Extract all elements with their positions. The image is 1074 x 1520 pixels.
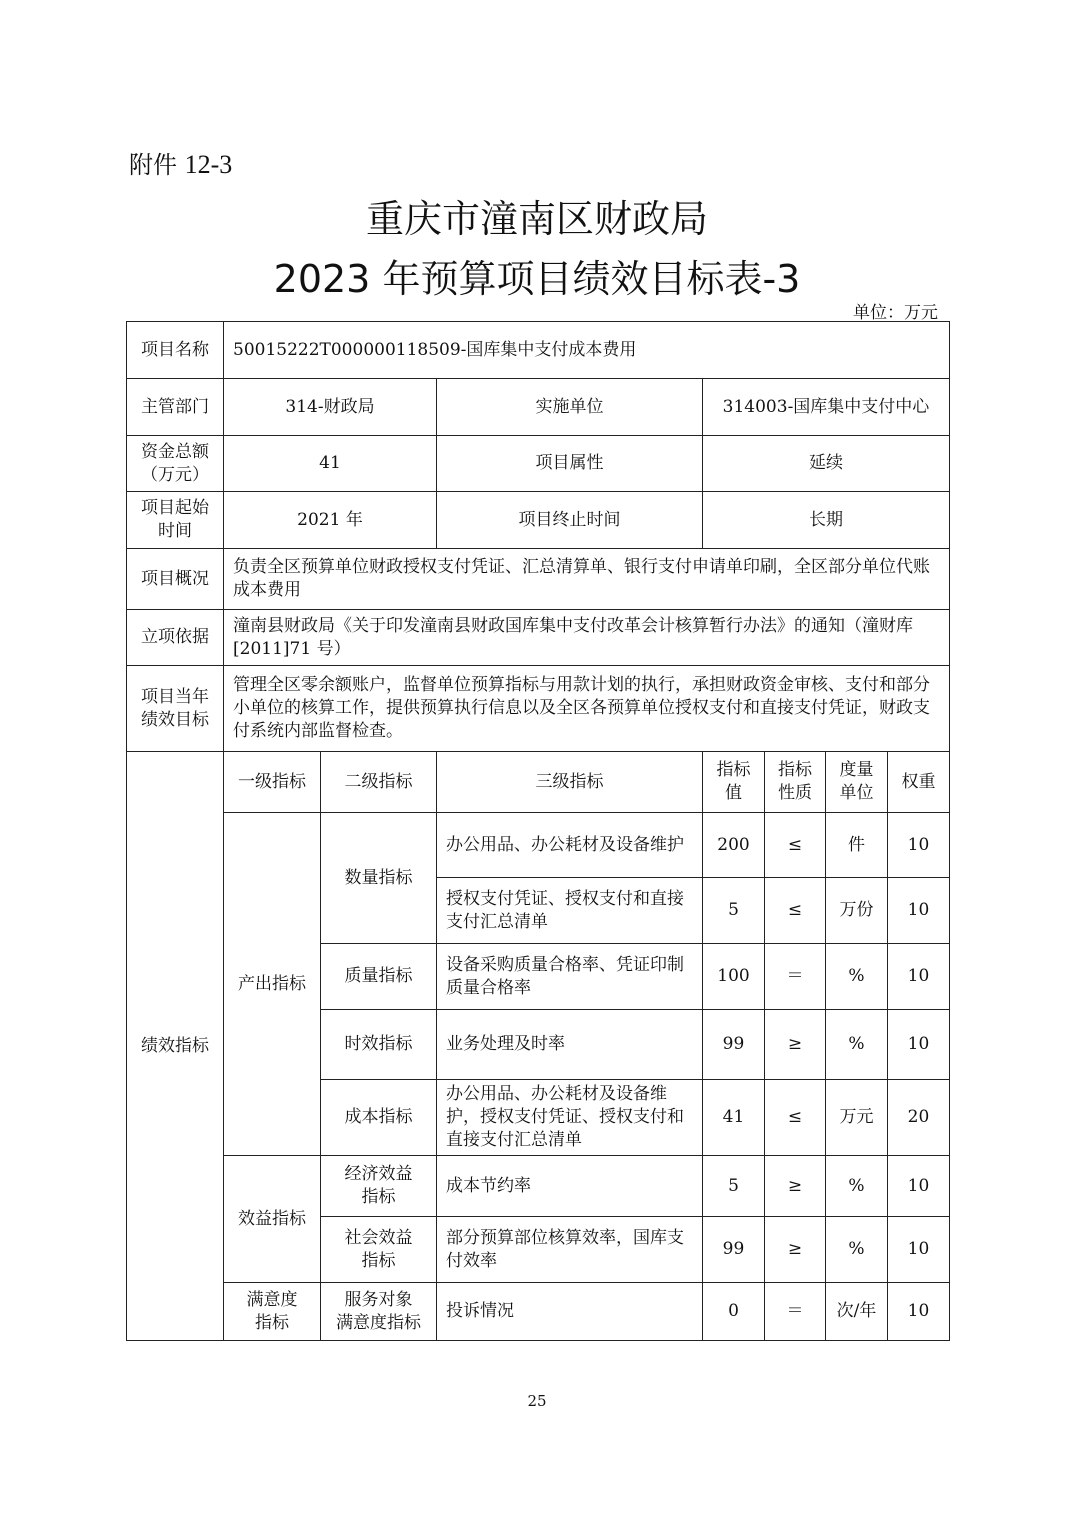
indicator-unit: % <box>826 1156 888 1217</box>
project-name-label: 项目名称 <box>127 322 224 379</box>
indicators-section-label: 绩效指标 <box>127 752 224 1341</box>
project-name-value: 50015222T000000118509-国库集中支付成本费用 <box>224 322 950 379</box>
subgroup-timeliness: 时效指标 <box>321 1010 437 1080</box>
indicator-name: 部分预算部位核算效率，国库支付效率 <box>437 1217 703 1283</box>
indicator-nature: ＝ <box>765 944 826 1010</box>
indicator-name: 投诉情况 <box>437 1283 703 1341</box>
performance-target-table <box>126 321 949 1341</box>
attachment-label-text: 附件 <box>129 151 177 179</box>
subgroup-economic <box>321 1156 437 1217</box>
indicator-name: 成本节约率 <box>437 1156 703 1217</box>
indicator-unit: 万份 <box>826 878 888 944</box>
goal-value: 管理全区零余额账户，监督单位预算指标与用款计划的执行，承担财政资金审核、支付和部分小单位的核算工作，提供预算执行信息以及全区各预算单位授权支付和直接支付凭证，财政支付系统内部监督检查。 <box>224 666 950 752</box>
header-nature-line1: 指标 <box>778 760 812 780</box>
header-nature <box>765 752 826 813</box>
indicator-nature: ≥ <box>765 1010 826 1080</box>
header-unit-line1: 度量 <box>839 760 874 780</box>
subgroup-social-line1: 社会效益 <box>344 1227 413 1248</box>
subgroup-economic-line2: 指标 <box>361 1187 396 1207</box>
group-benefit: 效益指标 <box>224 1156 321 1283</box>
indicator-name: 办公用品、办公耗材及设备维护，授权支付凭证、授权支付和直接支付汇总清单 <box>437 1080 703 1156</box>
indicator-unit: % <box>826 1010 888 1080</box>
subgroup-quantity: 数量指标 <box>321 813 437 944</box>
group-output: 产出指标 <box>224 813 321 1156</box>
indicator-unit: 万元 <box>826 1080 888 1156</box>
subgroup-service <box>321 1283 437 1341</box>
overview-label: 项目概况 <box>127 549 224 610</box>
subgroup-social <box>321 1217 437 1283</box>
indicator-weight: 10 <box>888 1283 950 1341</box>
indicator-nature: ≤ <box>765 1080 826 1156</box>
amount-value: 41 <box>224 436 437 492</box>
goal-label <box>127 666 224 752</box>
dept-value: 314-财政局 <box>224 379 437 436</box>
indicator-value: 100 <box>703 944 765 1010</box>
indicator-name: 授权支付凭证、授权支付和直接支付汇总清单 <box>437 878 703 944</box>
indicator-value: 200 <box>703 813 765 878</box>
amount-label <box>127 436 224 492</box>
subgroup-social-line2: 指标 <box>361 1250 396 1271</box>
indicator-weight: 10 <box>888 944 950 1010</box>
subgroup-service-line1: 服务对象 <box>344 1289 413 1310</box>
impl-label: 实施单位 <box>437 379 703 436</box>
header-value <box>703 752 765 813</box>
indicator-weight: 10 <box>888 1010 950 1080</box>
indicator-nature: ≥ <box>765 1156 826 1217</box>
indicator-value: 99 <box>703 1217 765 1283</box>
subgroup-service-line2: 满意度指标 <box>336 1312 421 1333</box>
indicator-nature: ≤ <box>765 813 826 878</box>
header-nature-line2: 性质 <box>778 783 812 803</box>
indicator-weight: 10 <box>888 1217 950 1283</box>
attr-value: 延续 <box>703 436 950 492</box>
indicator-value: 0 <box>703 1283 765 1341</box>
header-value-line1: 指标 <box>716 760 751 780</box>
basis-label: 立项依据 <box>127 610 224 666</box>
indicator-weight: 10 <box>888 878 950 944</box>
header-unit-line2: 单位 <box>839 783 874 803</box>
basis-value: 潼南县财政局《关于印发潼南县财政国库集中支付改革会计核算暂行办法》的通知（潼财库[2011]71 号） <box>224 610 950 666</box>
indicator-unit: 件 <box>826 813 888 878</box>
dept-label: 主管部门 <box>127 379 224 436</box>
indicator-weight: 10 <box>888 813 950 878</box>
indicator-unit: % <box>826 1217 888 1283</box>
end-label: 项目终止时间 <box>437 492 703 549</box>
indicator-value: 99 <box>703 1010 765 1080</box>
goal-label-line1: 项目当年 <box>141 686 209 707</box>
indicator-name: 办公用品、办公耗材及设备维护 <box>437 813 703 878</box>
overview-value: 负责全区预算单位财政授权支付凭证、汇总清算单、银行支付申请单印刷，全区部分单位代账成本费用 <box>224 549 950 610</box>
start-label-line1: 项目起始 <box>141 498 209 518</box>
indicator-unit: % <box>826 944 888 1010</box>
page-number: 25 <box>527 1392 547 1410</box>
indicator-weight: 20 <box>888 1080 950 1156</box>
subgroup-economic-line1: 经济效益 <box>344 1164 413 1184</box>
group-satisfaction-line2: 指标 <box>255 1312 289 1333</box>
header-level1: 一级指标 <box>224 752 321 813</box>
group-satisfaction <box>224 1283 321 1341</box>
header-value-line2: 值 <box>725 783 742 803</box>
indicator-value: 5 <box>703 878 765 944</box>
indicator-weight: 10 <box>888 1156 950 1217</box>
end-value: 长期 <box>703 492 950 549</box>
goal-label-line2: 绩效目标 <box>141 709 209 730</box>
document-title-line1: 重庆市潼南区财政局 <box>365 197 708 241</box>
group-satisfaction-line1: 满意度 <box>246 1289 298 1310</box>
indicator-nature: ≥ <box>765 1217 826 1283</box>
subgroup-cost: 成本指标 <box>321 1080 437 1156</box>
indicator-unit: 次/年 <box>826 1283 888 1341</box>
start-label-line2: 时间 <box>158 521 192 541</box>
impl-value: 314003-国库集中支付中心 <box>703 379 950 436</box>
header-level3: 三级指标 <box>437 752 703 813</box>
header-weight: 权重 <box>888 752 950 813</box>
indicator-value: 41 <box>703 1080 765 1156</box>
start-value: 2021 年 <box>224 492 437 549</box>
document-title-line2: 2023 年预算项目绩效目标表-3 <box>273 257 801 301</box>
indicator-value: 5 <box>703 1156 765 1217</box>
amount-label-line1: 资金总额 <box>141 441 209 462</box>
header-level2: 二级指标 <box>321 752 437 813</box>
subgroup-quality: 质量指标 <box>321 944 437 1010</box>
attachment-label <box>129 145 232 180</box>
indicator-nature: ≤ <box>765 878 826 944</box>
header-unit <box>826 752 888 813</box>
start-label <box>127 492 224 549</box>
indicator-name: 设备采购质量合格率、凭证印制质量合格率 <box>437 944 703 1010</box>
attachment-number: 12-3 <box>184 150 233 179</box>
indicator-name: 业务处理及时率 <box>437 1010 703 1080</box>
attr-label: 项目属性 <box>437 436 703 492</box>
amount-label-line2: （万元） <box>141 464 209 485</box>
unit-note: 单位：万元 <box>853 303 938 323</box>
indicator-nature: ＝ <box>765 1283 826 1341</box>
